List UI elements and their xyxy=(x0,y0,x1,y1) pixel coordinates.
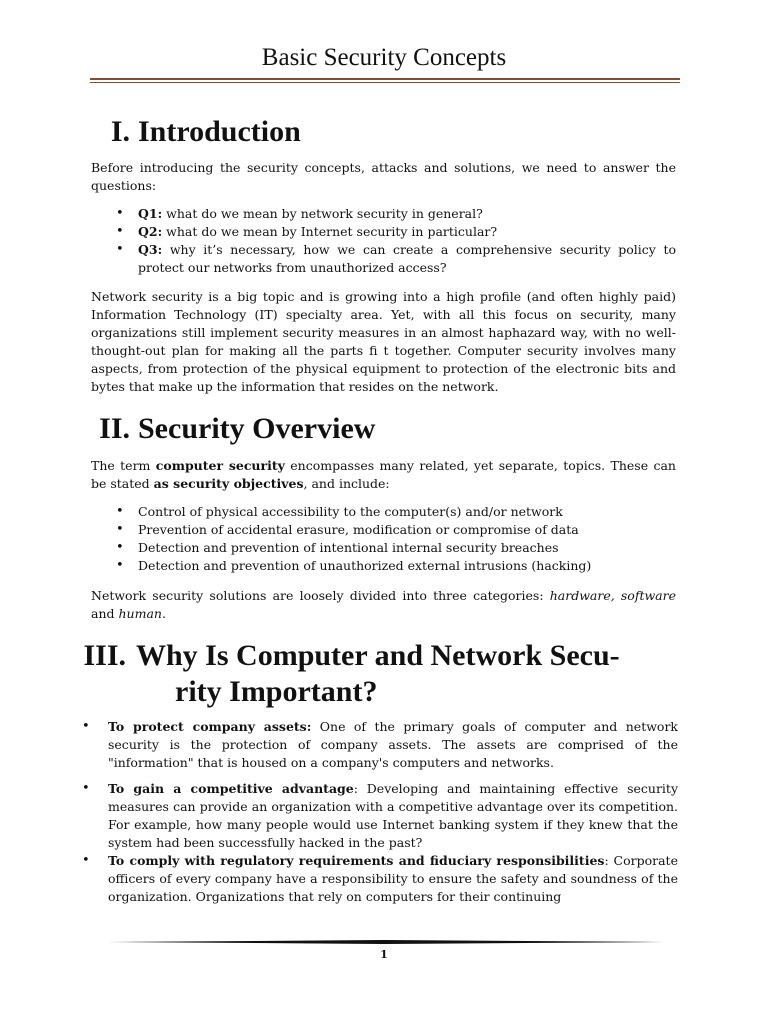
section-title: Security Overview xyxy=(138,412,376,445)
page-number: 1 xyxy=(380,948,388,961)
item-label: To gain a competitive advantage xyxy=(108,781,354,796)
list-item: • Detection and prevention of intentional internal security breaches xyxy=(116,540,559,555)
list-item: • To protect company assets: One of the primary goals of computer and network security is the protection of company assets. The assets are comprised of the "information" that is housed on a company's computers and networks. xyxy=(82,719,678,770)
importance-list xyxy=(80,718,678,906)
section-title: Introduction xyxy=(138,115,301,148)
questions-list xyxy=(116,205,676,277)
network-security-paragraph: Network security is a big topic and is growing into a high profile (and often highly paid) Information Technology (IT) specialty area. Yet, with all this focus on security, many organizations still implement security measures in an almost haphazard way, with no well-thought-out plan for making all the parts fi t together. Computer security involves many aspects, from protection of the physical equipment to protection of the electronic bits and bytes that make up the information that resides on the network. xyxy=(91,289,676,394)
section-heading-why-important xyxy=(0,638,768,710)
item-label: To protect company assets: xyxy=(108,719,312,734)
question-label: Q3: xyxy=(138,242,163,257)
document-title: Basic Security Concepts xyxy=(261,44,507,71)
list-item: • To comply with regulatory requirements and fiduciary responsibilities: Corporate officers of every company have a responsibility to ensure the safety and soundness of the organization. Organizations that rely on computers for their continuing xyxy=(82,853,678,904)
item-label: To comply with regulatory requirements and fiduciary responsibilities xyxy=(108,853,605,868)
categories-human: human xyxy=(118,606,162,621)
term-security-objectives: as security objectives xyxy=(153,476,304,491)
question-label: Q2: xyxy=(138,224,163,239)
question-text: what do we mean by Internet security in particular? xyxy=(162,224,498,239)
title-rule-top xyxy=(90,78,680,80)
intro-paragraph: Before introducing the security concepts, attacks and solutions, we need to answer the questions: xyxy=(91,160,676,193)
section-heading-introduction xyxy=(0,114,768,150)
title-rule-bottom xyxy=(90,82,680,83)
list-item: • To gain a competitive advantage: Developing and maintaining effective security measures can provide an organization with a competitive advantage over its competition. For example, how many people would use Internet banking system if they knew that the system had been successfully hacked in the past? xyxy=(82,781,679,850)
question-label: Q1: xyxy=(138,206,163,221)
list-item: • Q2: what do we mean by Internet security in particular? xyxy=(116,224,498,239)
section-number: I. xyxy=(110,115,130,148)
categories-hardware-software: hardware, software xyxy=(549,588,676,603)
overview-paragraph: The term computer security encompasses many related, yet separate, topics. These can be stated as security objectives, and include: xyxy=(91,458,676,491)
section-title-line1: Why Is Computer and Network Secu- xyxy=(136,639,620,672)
section-title-line2: rity Important? xyxy=(175,675,378,708)
item-text: : Developing and maintaining effective security measures can provide an organization with a competitive advantage over its competition. For example, how many people would use Internet banking system if they knew that the system had been successfully hacked in the past? xyxy=(108,781,679,850)
categories-paragraph: Network security solutions are loosely divided into three categories: hardware, software and human. xyxy=(91,588,676,621)
section-number: III. xyxy=(83,639,126,672)
list-item: • Q1: what do we mean by network security in general? xyxy=(116,206,483,221)
list-item: • Detection and prevention of unauthorized external intrusions (hacking) xyxy=(116,558,592,573)
footer-rule xyxy=(108,940,664,944)
question-text: why it’s necessary, how we can create a comprehensive security policy to protect our networks from unauthorized access? xyxy=(138,242,676,275)
objectives-list xyxy=(116,503,676,575)
question-text: what do we mean by network security in general? xyxy=(162,206,483,221)
term-computer-security: computer security xyxy=(155,458,285,473)
item-text: : Corporate officers of every company have a responsibility to ensure the safety and soundness of the organization. Organizations that rely on computers for their continuing xyxy=(108,853,678,904)
item-text: One of the primary goals of computer and network security is the protection of company assets. The assets are comprised of the "information" that is housed on a company's computers and networks. xyxy=(108,719,678,770)
list-item: • Q3: why it’s necessary, how we can create a comprehensive security policy to protect our networks from unauthorized access? xyxy=(116,242,676,275)
list-item: • Control of physical accessibility to the computer(s) and/or network xyxy=(116,504,563,519)
section-heading-security-overview xyxy=(0,411,768,447)
section-number: II. xyxy=(99,412,130,445)
list-item: • Prevention of accidental erasure, modification or compromise of data xyxy=(116,522,579,537)
